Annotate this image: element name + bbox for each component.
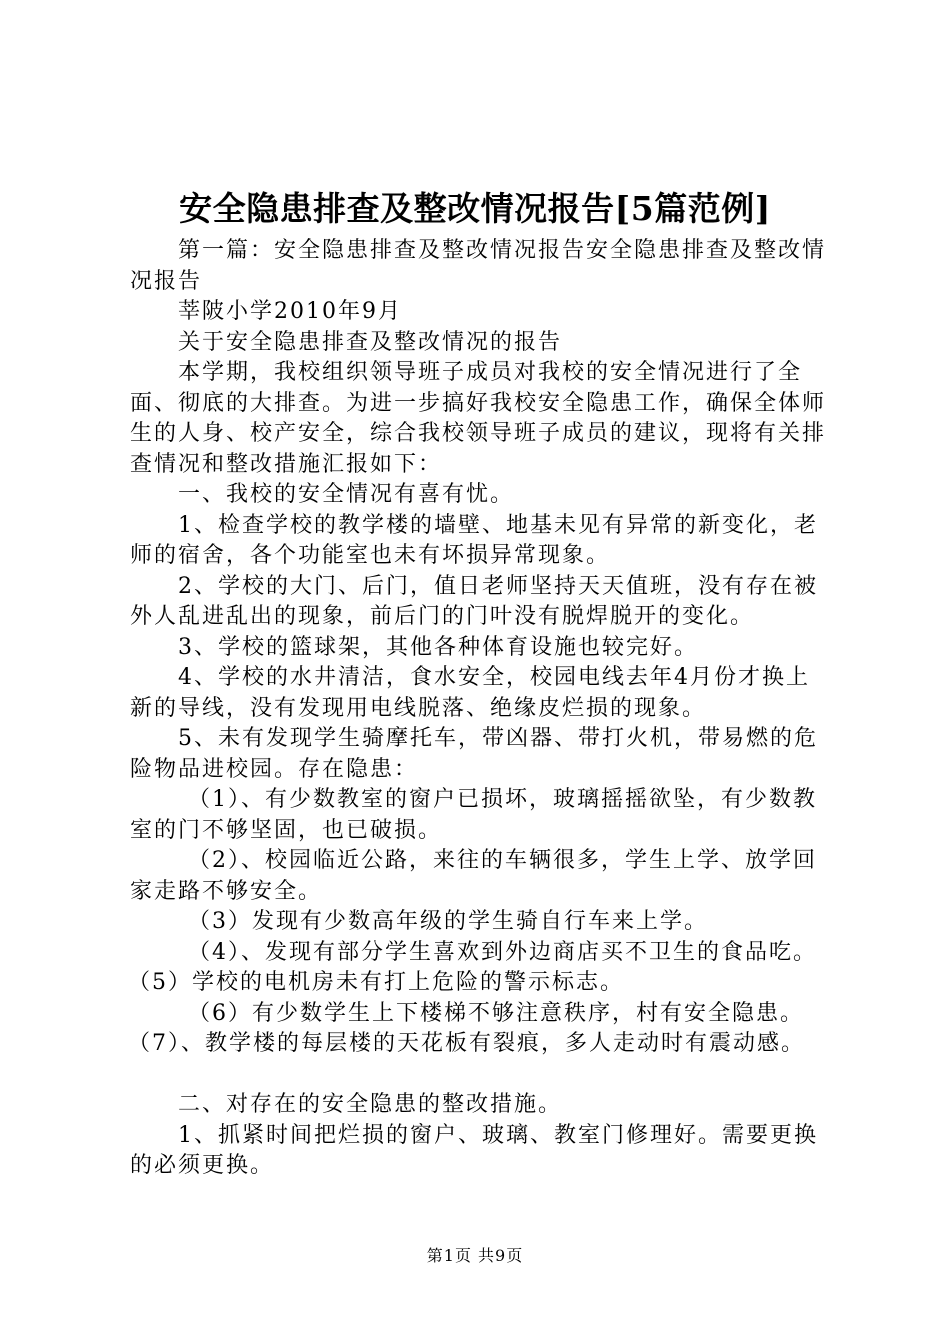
paragraph-item-1: 1、检查学校的教学楼的墙壁、地基未见有异常的新变化，老师的宿舍，各个功能室也未有坏损异常现象。 xyxy=(130,512,818,568)
paragraph-item-4: 4、学校的水井清洁，食水安全，校园电线去年4月份才换上新的导线，没有发现用电线脱落、绝缘皮烂损的现象。 xyxy=(130,665,810,721)
paragraph-spacer xyxy=(130,1060,830,1091)
page-footer: 第1页 共9页 xyxy=(426,1246,524,1265)
paragraph-hazard-7: （7）、教学楼的每层楼的天花板有裂痕，多人走动时有震动感。 xyxy=(128,1031,805,1056)
paragraph-intro: 本学期，我校组织领导班子成员对我校的安全情况进行了全面、彻底的大排查。为进一步搞好我校安全隐患工作，确保全体师生的人身、校产安全，综合我校领导班子成员的建议，现将有关排查情况和整改措施汇报如下： xyxy=(130,360,827,477)
paragraph-hazard-6: （6）有少数学生上下楼梯不够注意秩序，村有安全隐患。 xyxy=(188,1000,804,1026)
paragraph-hazard-2: （2）、校园临近公路，来往的车辆很多，学生上学、放学回家走路不够安全。 xyxy=(130,848,817,904)
paragraph-item-5: 5、未有发现学生骑摩托车，带凶器、带打火机，带易燃的危险物品进校园。存在隐患： xyxy=(130,726,818,782)
paragraph-item-3: 3、学校的篮球架，其他各种体育设施也较完好。 xyxy=(178,634,698,660)
document-body xyxy=(130,236,830,1182)
document-title: 安全隐患排查及整改情况报告[5篇范例] xyxy=(179,189,771,228)
paragraph-hazard-4: （4）、发现有部分学生喜欢到外边商店买不卫生的食品吃。 xyxy=(188,939,817,965)
paragraph-item-2: 2、学校的大门、后门，值日老师坚持天天值班，没有存在被外人乱进乱出的现象，前后门的门叶没有脱焊脱开的变化。 xyxy=(130,573,818,629)
paragraph-hazard-1: （1）、有少数教室的窗户已损坏，玻璃摇摇欲坠，有少数教室的门不够坚固，也已破损。 xyxy=(130,787,817,843)
paragraph-school-date: 莘陂小学2010年9月 xyxy=(178,299,402,324)
paragraph-report-title: 关于安全隐患排查及整改情况的报告 xyxy=(178,329,563,355)
paragraph-hazard-5: （5）学校的电机房未有打上危险的警示标志。 xyxy=(128,970,624,995)
paragraph-measure-1: 1、抓紧时间把烂损的窗户、玻璃、教室门修理好。需要更换的必须更换。 xyxy=(130,1122,818,1178)
paragraph-hazard-3: （3）发现有少数高年级的学生骑自行车来上学。 xyxy=(188,909,708,934)
paragraph-section-two: 二、对存在的安全隐患的整改措施。 xyxy=(178,1092,563,1117)
paragraph-section-one: 一、我校的安全情况有喜有忧。 xyxy=(178,482,515,507)
paragraph-chapter-heading: 第一篇：安全隐患排查及整改情况报告安全隐患排查及整改情况报告 xyxy=(130,238,827,294)
